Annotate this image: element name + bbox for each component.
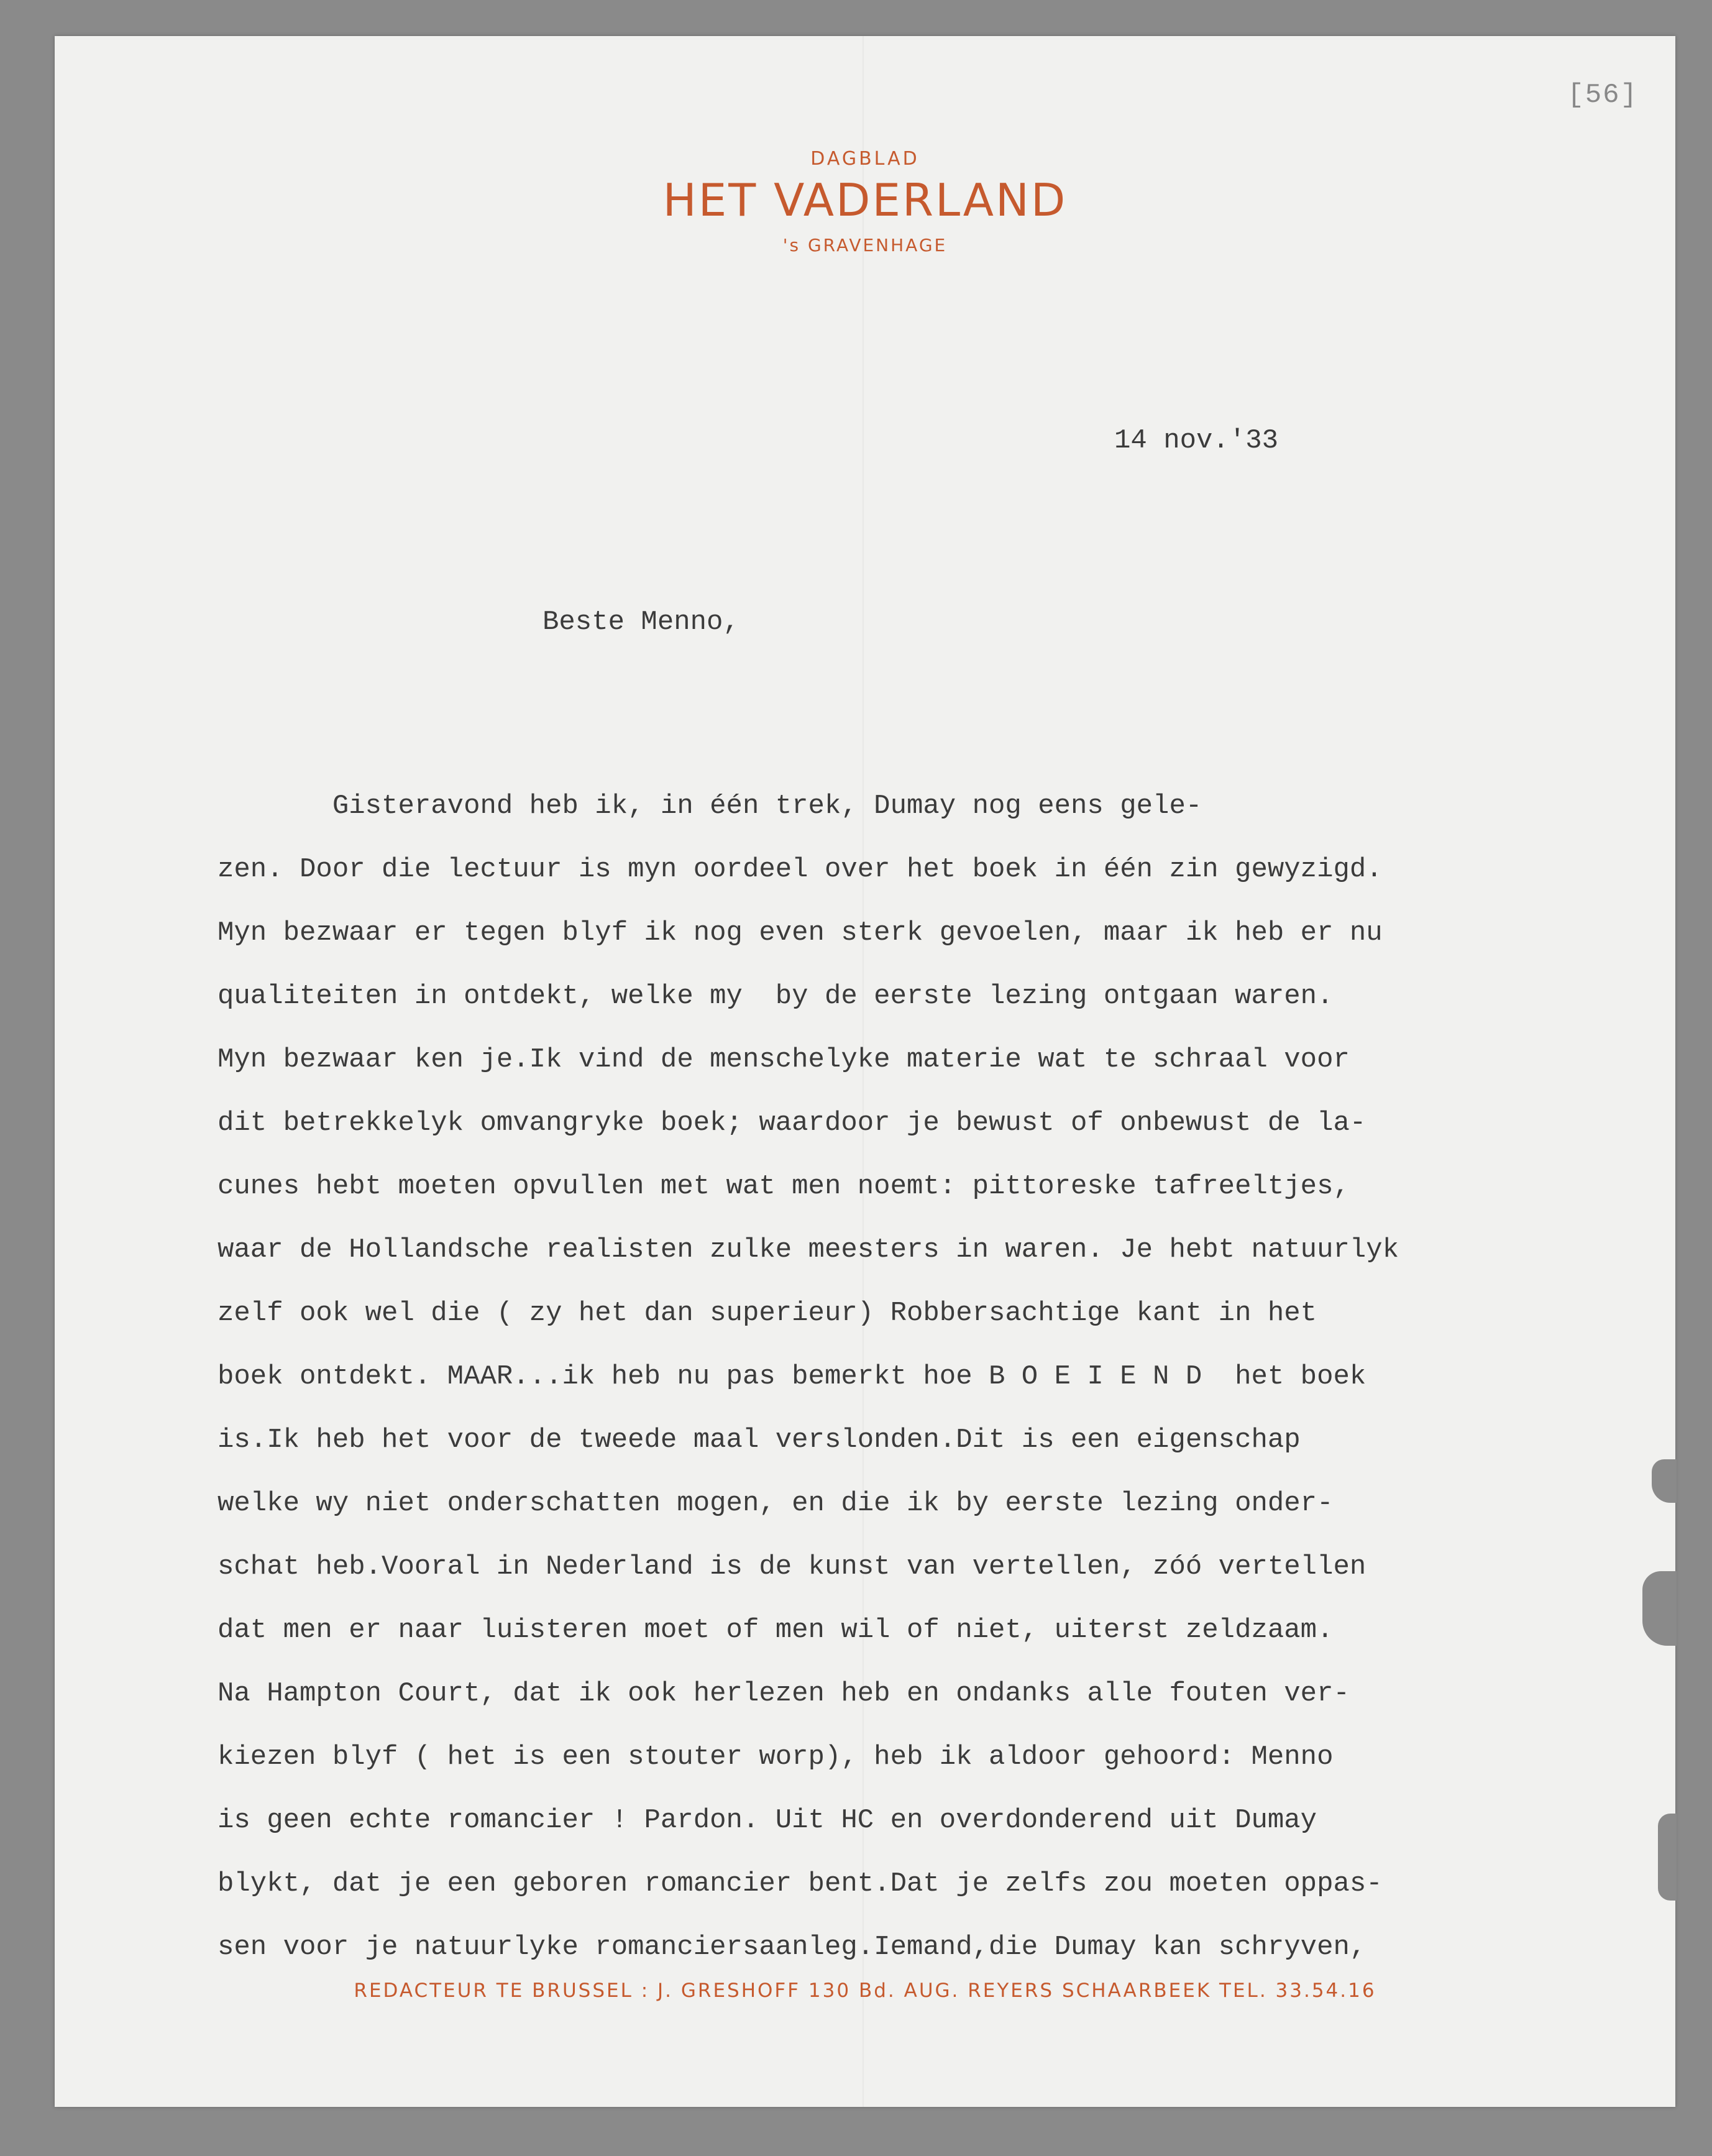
body-line: sen voor je natuurlyke romanciersaanleg.Iemand,die Dumay kan schryven, — [217, 1932, 1366, 1963]
body-line: schat heb.Vooral in Nederland is de kunst van vertellen, zóó vertellen — [217, 1551, 1366, 1582]
body-line: Myn bezwaar er tegen blyf ik nog even sterk gevoelen, maar ik heb er nu — [217, 917, 1383, 948]
letter-date: 14 nov.'33 — [1114, 425, 1279, 456]
torn-edge — [1642, 1571, 1677, 1646]
body-line: cunes hebt moeten opvullen met wat men noemt: pittoreske tafreeltjes, — [217, 1171, 1350, 1202]
archive-number: [56] — [1567, 80, 1638, 111]
letterhead-city: 's GRAVENHAGE — [782, 235, 948, 255]
letterhead-title: HET VADERLAND — [662, 174, 1068, 226]
body-line: dat men er naar luisteren moet of men wil of niet, uiterst zeldzaam. — [217, 1615, 1334, 1646]
body-line: kiezen blyf ( het is een stouter worp), heb ik aldoor gehoord: Menno — [217, 1741, 1334, 1773]
letterhead-footer: REDACTEUR TE BRUSSEL : J. GRESHOFF 130 Bd. AUG. REYERS SCHAARBEEK TEL. 33.54.16 — [354, 1979, 1376, 2002]
body-line: is.Ik heb het voor de tweede maal verslonden.Dit is een eigenschap — [217, 1424, 1301, 1456]
body-line: qualiteiten in ontdekt, welke my by de eerste lezing ontgaan waren. — [217, 981, 1334, 1012]
body-line: boek ontdekt. MAAR...ik heb nu pas bemerkt hoe B O E I E N D het boek — [217, 1361, 1366, 1392]
torn-edge — [1658, 1814, 1677, 1901]
body-line: dit betrekkelyk omvangryke boek; waardoor je bewust of onbewust de la- — [217, 1108, 1366, 1139]
body-line: zelf ook wel die ( zy het dan superieur) Robbersachtige kant in het — [217, 1298, 1317, 1329]
body-line: waar de Hollandsche realisten zulke meesters in waren. Je hebt natuurlyk — [217, 1234, 1399, 1265]
body-line: Gisteravond heb ik, in één trek, Dumay nog eens gele- — [217, 791, 1202, 822]
body-line: Na Hampton Court, dat ik ook herlezen heb en ondanks alle fouten ver- — [217, 1678, 1350, 1709]
letter-body — [217, 774, 1647, 1979]
body-line: welke wy niet onderschatten mogen, en die ik by eerste lezing onder- — [217, 1488, 1334, 1519]
body-line: blykt, dat je een geboren romancier bent.Dat je zelfs zou moeten oppas- — [217, 1868, 1383, 1899]
torn-edge — [1652, 1459, 1677, 1503]
salutation: Beste Menno, — [542, 607, 739, 638]
body-line: is geen echte romancier ! Pardon. Uit HC en overdonderend uit Dumay — [217, 1805, 1317, 1836]
body-line: Myn bezwaar ken je.Ik vind de menschelyke materie wat te schraal voor — [217, 1044, 1350, 1075]
letterhead-kicker: DAGBLAD — [810, 148, 920, 170]
body-line: zen. Door die lectuur is myn oordeel over het boek in één zin gewyzigd. — [217, 854, 1383, 885]
letter-page — [55, 36, 1675, 2107]
